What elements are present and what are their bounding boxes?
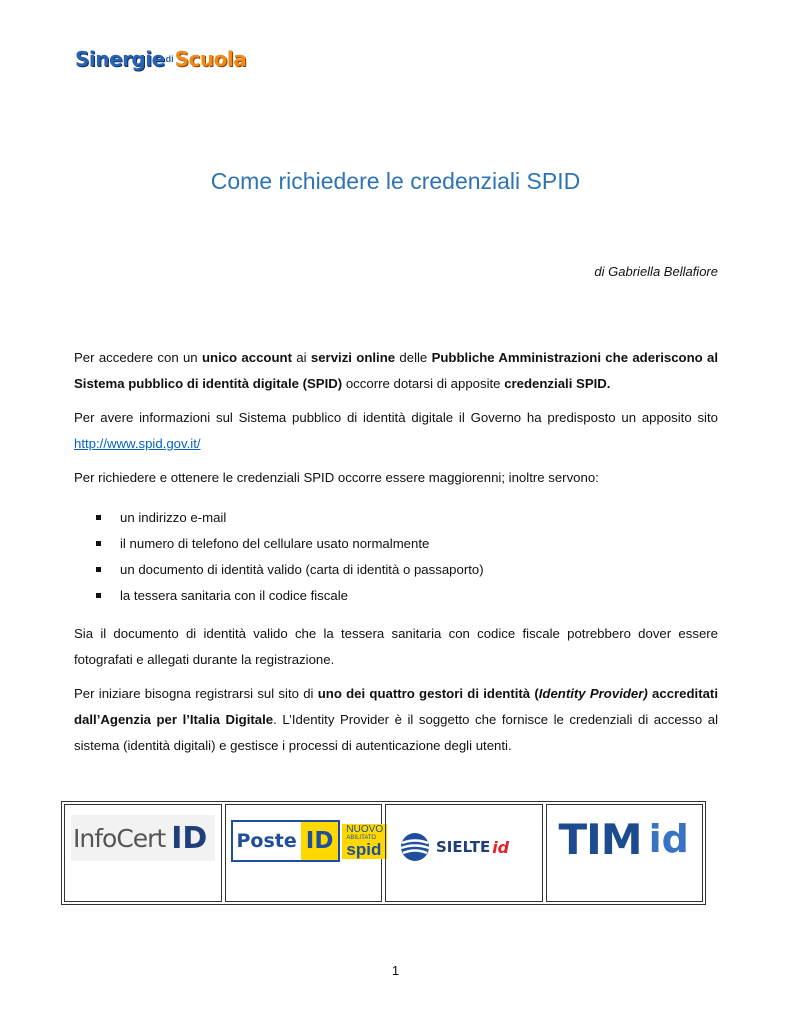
logo-word: SIELTE (436, 838, 491, 856)
list-item: la tessera sanitaria con il codice fiscale (94, 583, 718, 609)
logo-word: Poste (236, 830, 297, 852)
bold-text: Pubbliche Amministrazioni che aderiscono al Sistema pubblico di identità digitale (SPID) (74, 350, 719, 391)
text: delle (395, 350, 432, 365)
page-number: 1 (391, 963, 400, 978)
bold-text: servizi online (310, 350, 396, 365)
text: Per avere informazioni sul Sistema pubblico di identità digitale il Governo ha predisposto un apposito sito (74, 410, 718, 425)
text: accreditati dall’Agenzia per l’Italia Digitale (74, 686, 718, 727)
bold-text: credenziali SPID. (504, 376, 611, 391)
bold-text: unico account (201, 350, 292, 365)
logo-word: ID (171, 820, 208, 856)
provider-cell-tim (546, 804, 704, 902)
logo-word-scuola: Scuola (174, 47, 247, 71)
text: Per iniziare bisogna registrarsi sul sito di (74, 686, 318, 701)
list-item: un documento di identità valido (carta di identità o passaporto) (94, 557, 718, 583)
poste-id-logo (231, 817, 388, 865)
logo-word-di: di (165, 54, 174, 64)
sinergie-di-scuola-logo (75, 46, 246, 72)
logo-word: InfoCert (73, 823, 166, 853)
spid-tag (342, 824, 387, 859)
requirements-list (74, 505, 718, 609)
logo-word: id (492, 837, 510, 857)
page-title: Come richiedere le credenziali SPID (210, 168, 581, 194)
paragraph-documents: Sia il documento di identità valido che la tessera sanitaria con codice fiscale potrebbero dover essere fotografati e allegati durante la registrazione. (74, 626, 718, 667)
provider-cell-infocert (64, 804, 222, 902)
paragraph-info (74, 405, 718, 457)
text: . L’Identity Provider è il soggetto che fornisce le credenziali di accesso al sistema (identità digitali) e gestisce i processi di autenticazione degli utenti. (74, 712, 719, 753)
author-byline: di Gabriella Bellafiore (594, 264, 718, 279)
article-body (74, 345, 718, 767)
logo-word-sinergie: Sinergie (75, 47, 165, 71)
text: Per accedere con un (74, 350, 202, 365)
text: ai (292, 350, 311, 365)
logo-word: id (648, 817, 689, 861)
provider-cell-poste (225, 804, 383, 902)
identity-providers-table (61, 801, 706, 905)
text: occorre dotarsi di apposite (342, 376, 505, 391)
poste-badge (231, 820, 341, 862)
logo-word: ID (301, 822, 339, 860)
sielte-id-logo (398, 823, 509, 871)
tag-text: NUOVO (346, 823, 384, 835)
spid-site-link[interactable]: http://www.spid.gov.it/ (74, 436, 201, 451)
infocert-id-logo (71, 815, 215, 861)
logo-word: TIM (558, 814, 642, 864)
paragraph-providers (74, 681, 718, 759)
text: uno dei quattro gestori di identità ( (317, 686, 539, 701)
provider-cell-sielte (385, 804, 543, 902)
sielte-swoosh-icon (398, 832, 432, 862)
paragraph-requirements-intro: Per richiedere e ottenere le credenziali SPID occorre essere maggiorenni; inoltre servono: (74, 470, 599, 485)
italic-text: Identity Provider) (538, 686, 648, 701)
tag-text: spid (346, 839, 382, 859)
list-item: un indirizzo e-mail (94, 505, 718, 531)
tim-id-logo (559, 811, 689, 867)
list-item: il numero di telefono del cellulare usato normalmente (94, 531, 718, 557)
tag-text: ABILITATO (346, 834, 377, 841)
paragraph-intro (74, 345, 718, 397)
